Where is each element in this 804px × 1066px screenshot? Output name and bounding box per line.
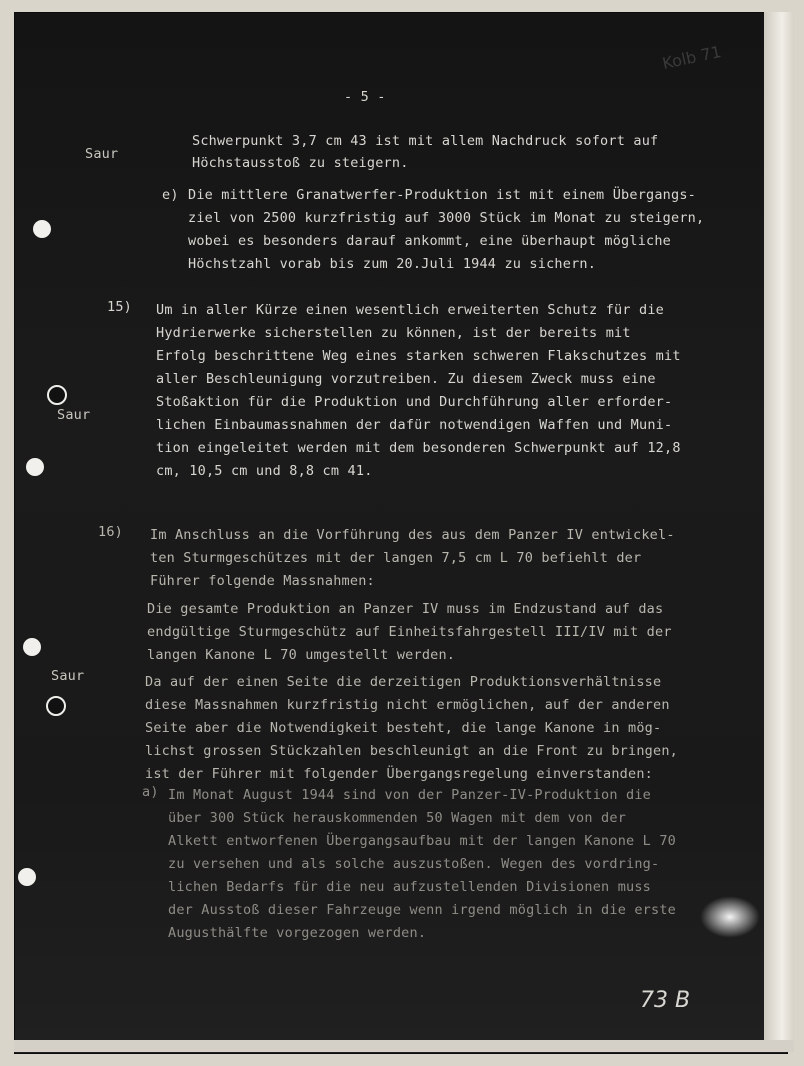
photo-glare [700,896,760,938]
punch-hole [47,385,67,405]
page-edge-right [764,12,794,1052]
punch-hole [33,220,51,238]
section-number-16: 16) [98,524,123,540]
punch-hole [46,696,66,716]
paragraph-line: langen Kanone L 70 umgestellt werden. [147,647,456,663]
paragraph-line: ziel von 2500 kurzfristig auf 3000 Stück im Monat zu steigern, [188,210,705,226]
punch-hole [18,868,36,886]
paragraph-line: lichen Bedarfs für die neu aufzustellenden Divisionen muss [168,879,652,895]
page-number: - 5 - [344,89,386,105]
paragraph-line: Erfolg beschrittene Weg eines starken schweren Flakschutzes mit [156,348,681,364]
page-edge-bottom [14,1040,794,1052]
archive-stamp: Kolb 71 [660,42,723,73]
margin-note-saur: Saur [57,407,91,423]
paragraph-line: Führer folgende Massnahmen: [150,573,375,589]
paragraph-line: ten Sturmgeschützes mit der langen 7,5 cm L 70 befiehlt der [150,550,642,566]
paragraph-line: cm, 10,5 cm und 8,8 cm 41. [156,463,373,479]
paragraph-line: Da auf der einen Seite die derzeitigen Produktionsverhältnisse [145,674,662,690]
paragraph-line: endgültige Sturmgeschütz auf Einheitsfahrgestell III/IV mit der [147,624,672,640]
section-number-15: 15) [107,299,132,315]
item-label-a: a) [142,784,159,800]
paragraph-line: Im Anschluss an die Vorführung des aus dem Panzer IV entwickel- [150,527,675,543]
paragraph-line: wobei es besonders darauf ankommt, eine überhaupt mögliche [188,233,672,249]
paragraph-line: Die mittlere Granatwerfer-Produktion ist mit einem Übergangs- [188,187,696,203]
paragraph-line: tion eingeleitet werden mit dem besonderen Schwerpunkt auf 12,8 [156,440,681,456]
paragraph-line: Höchstausstoß zu steigern. [192,155,409,171]
paragraph-line: Die gesamte Produktion an Panzer IV muss im Endzustand auf das [147,601,664,617]
paragraph-line: Stoßaktion für die Produktion und Durchführung aller erforder- [156,394,673,410]
punch-hole [26,458,44,476]
paragraph-line: diese Massnahmen kurzfristig nicht ermöglichen, auf der anderen [145,697,670,713]
paragraph-line: Alkett entworfenen Übergangsaufbau mit der langen Kanone L 70 [168,833,676,849]
paragraph-line: Seite aber die Notwendigkeit besteht, die lange Kanone in mög- [145,720,662,736]
paragraph-line: ist der Führer mit folgender Übergangsregelung einverstanden: [145,766,653,782]
paragraph-line: zu versehen und als solche auszustoßen. Wegen des vordring- [168,856,660,872]
paragraph-line: lichen Einbaumassnahmen der dafür notwendigen Waffen und Muni- [156,417,673,433]
paragraph-line: Schwerpunkt 3,7 cm 43 ist mit allem Nachdruck sofort auf [192,133,659,149]
paragraph-line: der Ausstoß dieser Fahrzeuge wenn irgend möglich in die erste [168,902,676,918]
paragraph-line: über 300 Stück herauskommenden 50 Wagen mit dem von der [168,810,627,826]
paragraph-line: Höchstzahl vorab bis zum 20.Juli 1944 zu sichern. [188,256,597,272]
handwritten-page-note: 73 B [640,988,691,1013]
paragraph-line: lichst grossen Stückzahlen beschleunigt an die Front zu bringen, [145,743,678,759]
margin-note-saur: Saur [51,668,85,684]
margin-note-saur: Saur [85,146,119,162]
punch-hole [23,638,41,656]
paragraph-line: aller Beschleunigung vorzutreiben. Zu diesem Zweck muss eine [156,371,656,387]
paragraph-line: Hydrierwerke sicherstellen zu können, ist der bereits mit [156,325,631,341]
paragraph-line: Im Monat August 1944 sind von der Panzer-IV-Produktion die [168,787,652,803]
paragraph-line: Augusthälfte vorgezogen werden. [168,925,427,941]
paragraph-line: Um in aller Kürze einen wesentlich erweiterten Schutz für die [156,302,664,318]
item-label-e: e) [162,187,179,203]
